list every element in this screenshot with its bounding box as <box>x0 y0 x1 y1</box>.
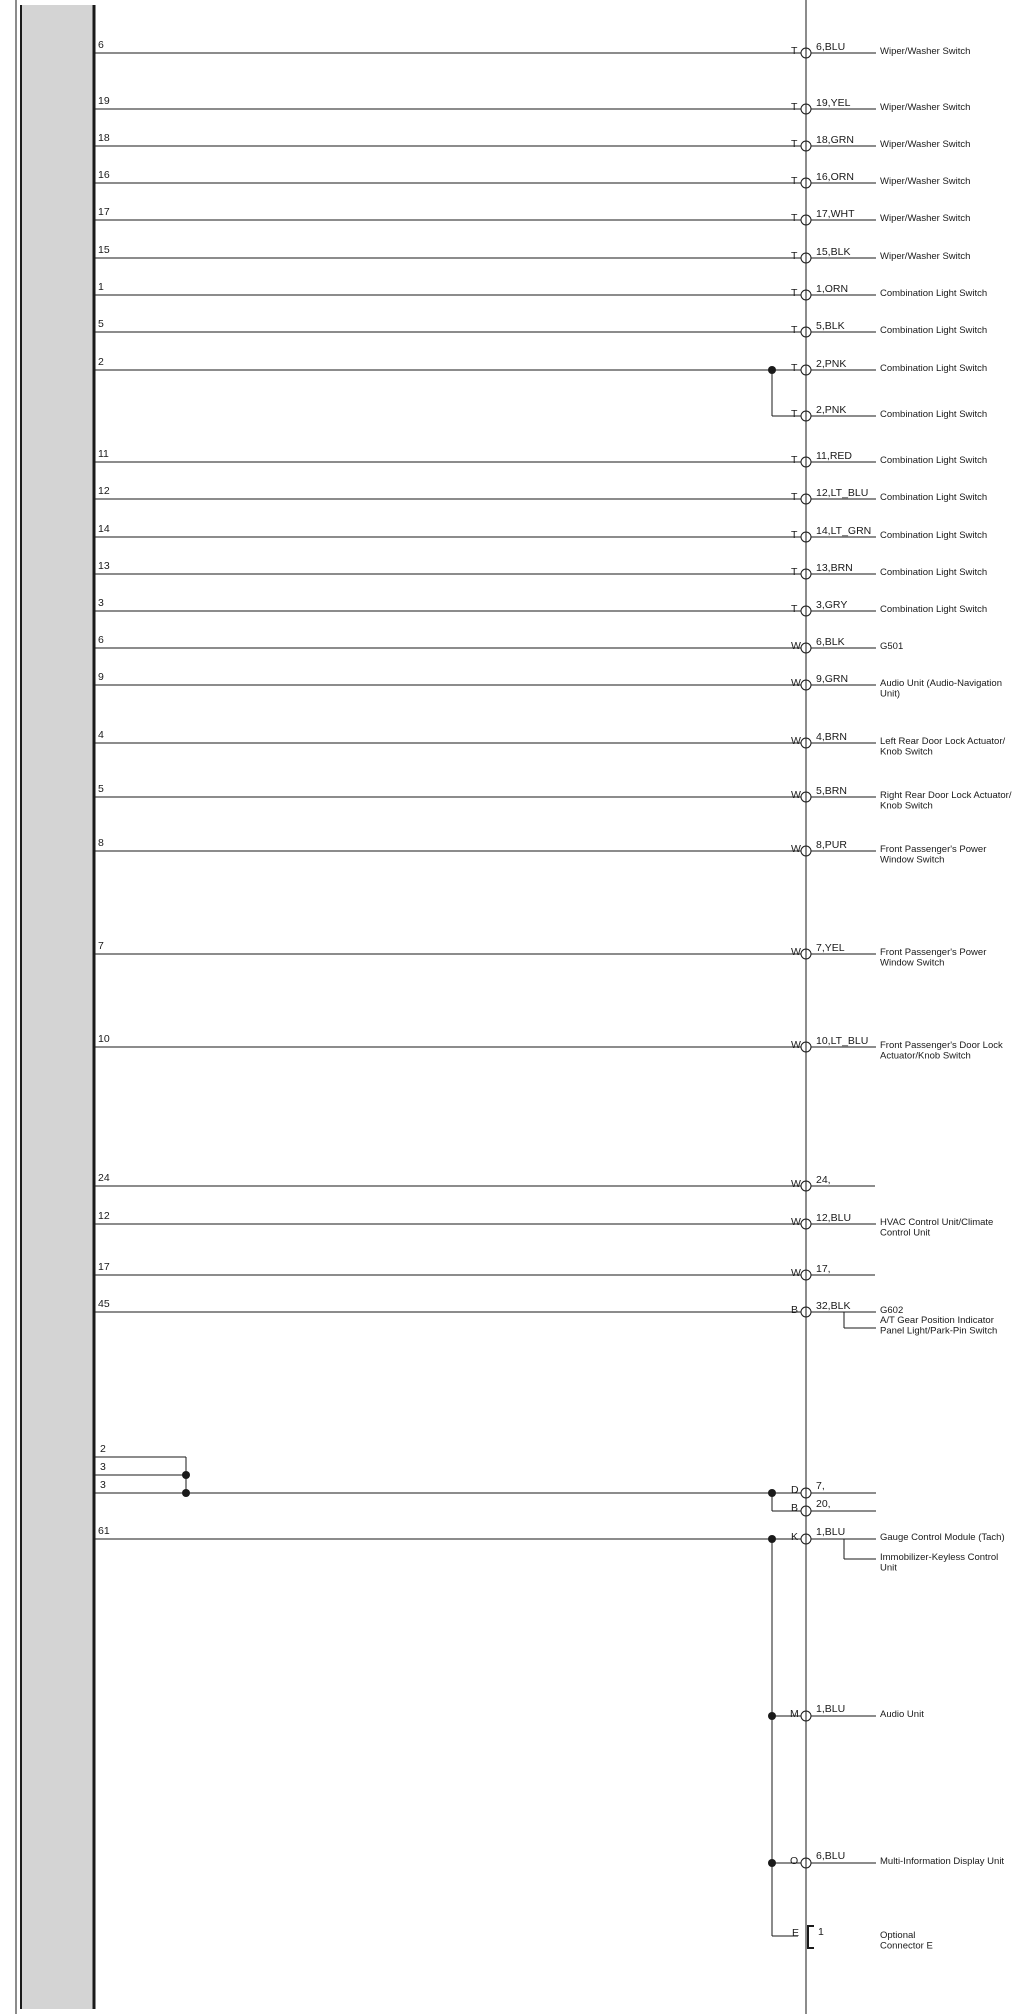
connector-pin-symbol <box>801 253 811 263</box>
wire-layer <box>94 39 1012 1317</box>
destination-label: Gauge Control Module (Tach) <box>880 1532 1005 1543</box>
connector-pin-symbol <box>801 1858 811 1868</box>
module-pin-number: 6 <box>98 634 104 646</box>
connector-pin-symbol <box>801 1534 811 1544</box>
circuit-row <box>94 318 987 337</box>
destination-label: Wiper/Washer Switch <box>880 213 971 224</box>
destination-label: Connector E <box>880 1940 933 1952</box>
module-pin-number: 17 <box>98 1261 110 1273</box>
destination-label: Window Switch <box>880 854 945 866</box>
destination-label: Knob Switch <box>880 800 933 812</box>
wire-code-label: 16,ORN <box>816 171 854 183</box>
module-pin-number: 18 <box>98 132 110 144</box>
circuit-row <box>94 132 970 151</box>
circuit-row <box>94 1210 993 1239</box>
module-pin-number: 9 <box>98 671 104 683</box>
module-pin-number: 11 <box>98 448 109 460</box>
circuit-row <box>94 485 987 504</box>
connector-pin-symbol <box>801 1181 811 1191</box>
wire-code-label: 32,BLK <box>816 1300 851 1312</box>
destination-label: Wiper/Washer Switch <box>880 139 971 150</box>
destination-label: A/T Gear Position Indicator <box>880 1315 994 1326</box>
module-pin-number: 12 <box>98 1210 110 1222</box>
wire-code-label: 6,BLU <box>816 1850 846 1862</box>
connector-letter: T <box>791 529 798 541</box>
destination-label: Front Passenger's Power <box>880 844 987 855</box>
connector-pin-symbol <box>801 215 811 225</box>
connector-letter: B <box>791 1502 799 1514</box>
module-pin-number: 13 <box>98 560 110 572</box>
connector-letter: T <box>791 454 798 466</box>
circuit-row <box>94 281 987 300</box>
destination-label: Wiper/Washer Switch <box>880 176 971 187</box>
module-pin-number: 19 <box>98 95 110 107</box>
control-module-body <box>21 5 94 2009</box>
circuit-row <box>94 1298 903 1317</box>
destination-label: Combination Light Switch <box>880 325 988 336</box>
connector-letter: W <box>791 789 801 801</box>
connector-letter: T <box>791 324 798 336</box>
wire-code-label: 7,YEL <box>816 942 845 954</box>
wire-code-label: 12,BLU <box>816 1212 852 1224</box>
destination-label: Combination Light Switch <box>880 530 988 541</box>
circuit-row <box>94 560 987 579</box>
connector-letter: W <box>791 843 801 855</box>
connector-letter: T <box>791 175 798 187</box>
circuit-row <box>94 206 970 225</box>
destination-label: Multi-Information Display Unit <box>880 1856 1005 1867</box>
wire-code-label: 13,BRN <box>816 562 853 574</box>
destination-label: Unit) <box>880 688 901 700</box>
connector-letter: T <box>791 603 798 615</box>
connector-letter: T <box>791 212 798 224</box>
wire-code-label: 6,BLK <box>816 636 845 648</box>
destination-label: Window Switch <box>880 957 945 969</box>
wire-code-label: 5,BLK <box>816 320 845 332</box>
destination-label: HVAC Control Unit/Climate <box>880 1217 994 1228</box>
module-pin-number: 2 <box>100 1443 106 1455</box>
destination-label: Combination Light Switch <box>880 288 988 299</box>
destination-label: Combination Light Switch <box>880 363 988 374</box>
destination-label: Front Passenger's Power <box>880 947 987 958</box>
circuit-row <box>94 940 986 969</box>
connector-pin-symbol <box>801 365 811 375</box>
connector-pin-symbol <box>801 141 811 151</box>
destination-label: Combination Light Switch <box>880 567 988 578</box>
connector-letter: B <box>791 1304 799 1316</box>
module-pin-number: 6 <box>98 39 104 51</box>
wire-code-label: 18,GRN <box>816 134 854 146</box>
d-connector-row <box>791 1480 876 1498</box>
connector-pin-symbol <box>801 178 811 188</box>
connector-letter: T <box>791 566 798 578</box>
connector-pin-symbol <box>801 792 811 802</box>
circuit-row <box>94 634 903 653</box>
wire-code-label: 20, <box>816 1498 831 1510</box>
connector-letter: W <box>791 1178 801 1190</box>
destination-label: Unit <box>880 1562 897 1574</box>
destination-label: Wiper/Washer Switch <box>880 46 971 57</box>
connector-letter: T <box>791 287 798 299</box>
wire-code-label: 12,LT_BLU <box>816 487 869 499</box>
module-pin-number: 5 <box>98 318 104 330</box>
connector-pin-symbol <box>801 411 811 421</box>
connector-bracket <box>808 1926 814 1948</box>
connector-letter: T <box>791 250 798 262</box>
module-pin-number: 16 <box>98 169 110 181</box>
module-pin-number: 1 <box>98 281 104 293</box>
connector-pin-symbol <box>801 290 811 300</box>
connector-letter: W <box>791 677 801 689</box>
connector-pin-symbol <box>801 680 811 690</box>
connector-letter: D <box>791 1484 799 1496</box>
destination-label: Combination Light Switch <box>880 604 988 615</box>
special-circuits <box>94 1312 1005 1952</box>
module-pin-number: 4 <box>98 729 104 741</box>
circuit-row <box>94 729 1006 758</box>
k-connector-row <box>94 1525 1005 1574</box>
module-pin-number: 45 <box>98 1298 110 1310</box>
wire-code-label: 1,ORN <box>816 283 849 295</box>
gear-indicator-branch <box>844 1312 997 1337</box>
connector-letter: W <box>791 946 801 958</box>
module-pin-number: 12 <box>98 485 110 497</box>
wire-code-label: 14,LT_GRN <box>816 525 872 537</box>
connector-pin-symbol <box>801 532 811 542</box>
circuit-row <box>94 671 1002 700</box>
wire-code-label: 24, <box>816 1174 831 1186</box>
connector-letter: W <box>791 1216 801 1228</box>
connector-pin-symbol <box>801 569 811 579</box>
connector-pin-symbol <box>801 606 811 616</box>
connector-pin-symbol <box>801 643 811 653</box>
connector-letter: T <box>791 101 798 113</box>
destination-label: Control Unit <box>880 1227 931 1239</box>
b-connector-row <box>772 1493 876 1516</box>
wire-code-label: 5,BRN <box>816 785 847 797</box>
optional-connector-e <box>772 1926 933 1952</box>
connector-letter: T <box>791 45 798 57</box>
destination-label: Knob Switch <box>880 746 933 758</box>
module-pin-number: 10 <box>98 1033 110 1045</box>
connector-pin-symbol <box>801 1270 811 1280</box>
wire-code-label: 7, <box>816 1480 825 1492</box>
destination-label: G501 <box>880 641 904 652</box>
connector-pin-symbol <box>801 48 811 58</box>
circuit-row <box>94 244 970 263</box>
circuit-row <box>94 783 1012 812</box>
wire-code-label: 9,GRN <box>816 673 849 685</box>
circuit-row <box>772 370 987 421</box>
module-pin-number: 7 <box>98 940 104 952</box>
module-pin-number: 2 <box>98 356 104 368</box>
destination-label: Right Rear Door Lock Actuator/ <box>880 790 1012 801</box>
joined-pins-splice <box>94 1443 801 1497</box>
destination-label: Optional <box>880 1930 916 1941</box>
circuit-row <box>94 95 970 114</box>
destination-label: Front Passenger's Door Lock <box>880 1040 1003 1051</box>
destination-label: Combination Light Switch <box>880 455 988 466</box>
destination-label: Audio Unit <box>880 1709 924 1720</box>
module-pin-number: 15 <box>98 244 110 256</box>
destination-label: Actuator/Knob Switch <box>880 1050 971 1062</box>
circuit-row <box>94 837 986 866</box>
module-pin-number: 8 <box>98 837 104 849</box>
circuit-row <box>94 597 987 616</box>
circuit-row <box>94 1033 1003 1062</box>
destination-label: Wiper/Washer Switch <box>880 102 971 113</box>
wire-code-label: 4,BRN <box>816 731 847 743</box>
destination-label: Audio Unit (Audio-Navigation <box>880 678 1002 689</box>
wire-code-label: 11,RED <box>816 450 852 462</box>
destination-label: Combination Light Switch <box>880 492 988 503</box>
connector-letter: K <box>791 1531 799 1543</box>
connector-pin-label: 1 <box>818 1926 824 1938</box>
connector-pin-symbol <box>801 949 811 959</box>
connector-pin-symbol <box>801 1042 811 1052</box>
module-pin-number: 14 <box>98 523 110 535</box>
connector-letter: E <box>792 1927 800 1939</box>
module-pin-number: 61 <box>98 1525 110 1537</box>
connector-pin-symbol <box>801 327 811 337</box>
connector-pin-symbol <box>801 457 811 467</box>
connector-pin-symbol <box>801 846 811 856</box>
connector-pin-symbol <box>801 1307 811 1317</box>
destination-label: Wiper/Washer Switch <box>880 251 971 262</box>
connector-letter: T <box>791 491 798 503</box>
circuit-row <box>94 169 970 188</box>
wire-code-label: 6,BLU <box>816 41 846 53</box>
destination-label: Panel Light/Park-Pin Switch <box>880 1325 998 1337</box>
wire-code-label: 10,LT_BLU <box>816 1035 869 1047</box>
wire-code-label: 1,BLU <box>816 1526 846 1538</box>
wire-code-label: 17, <box>816 1263 831 1275</box>
module-pin-number: 3 <box>100 1461 106 1473</box>
connector-pin-symbol <box>801 738 811 748</box>
destination-label: Left Rear Door Lock Actuator/ <box>880 736 1006 747</box>
module-pin-number: 24 <box>98 1172 110 1184</box>
connector-pin-symbol <box>801 1219 811 1229</box>
connector-letter: T <box>791 408 798 420</box>
connector-letter: T <box>791 138 798 150</box>
connector-pin-symbol <box>801 1488 811 1498</box>
connector-pin-symbol <box>801 1506 811 1516</box>
connector-pin-symbol <box>801 1711 811 1721</box>
circuit-row <box>94 1261 875 1280</box>
module-pin-number: 3 <box>100 1479 106 1491</box>
wire-code-label: 8,PUR <box>816 839 847 851</box>
connector-letter: W <box>791 735 801 747</box>
module-pin-number: 17 <box>98 206 110 218</box>
m-connector-row <box>768 1703 924 1721</box>
module-pin-number: 3 <box>98 597 104 609</box>
module-pin-number: 5 <box>98 783 104 795</box>
wire-code-label: 1,BLU <box>816 1703 846 1715</box>
wire-code-label: 15,BLK <box>816 246 851 258</box>
splice-dot <box>182 1471 190 1479</box>
connector-letter: O <box>790 1855 799 1867</box>
o-connector-row <box>768 1850 1004 1868</box>
connector-letter: T <box>791 362 798 374</box>
destination-label: Combination Light Switch <box>880 409 988 420</box>
connector-letter: W <box>791 640 801 652</box>
circuit-row <box>94 448 987 467</box>
circuit-row <box>94 1172 875 1191</box>
circuit-row <box>94 39 970 58</box>
wire-code-label: 19,YEL <box>816 97 851 109</box>
destination-label: Immobilizer-Keyless Control <box>880 1552 999 1563</box>
connector-letter: W <box>791 1039 801 1051</box>
wire-code-label: 2,PNK <box>816 358 847 370</box>
wire-code-label: 3,GRY <box>816 599 848 611</box>
circuit-row <box>94 356 987 375</box>
destination-label: G602 <box>880 1305 904 1316</box>
connector-pin-symbol <box>801 104 811 114</box>
circuit-row <box>94 523 987 542</box>
wire-code-label: 2,PNK <box>816 404 847 416</box>
connector-letter: M <box>790 1708 799 1720</box>
connector-pin-symbol <box>801 494 811 504</box>
connector-letter: W <box>791 1267 801 1279</box>
wire-code-label: 17,WHT <box>816 208 855 220</box>
